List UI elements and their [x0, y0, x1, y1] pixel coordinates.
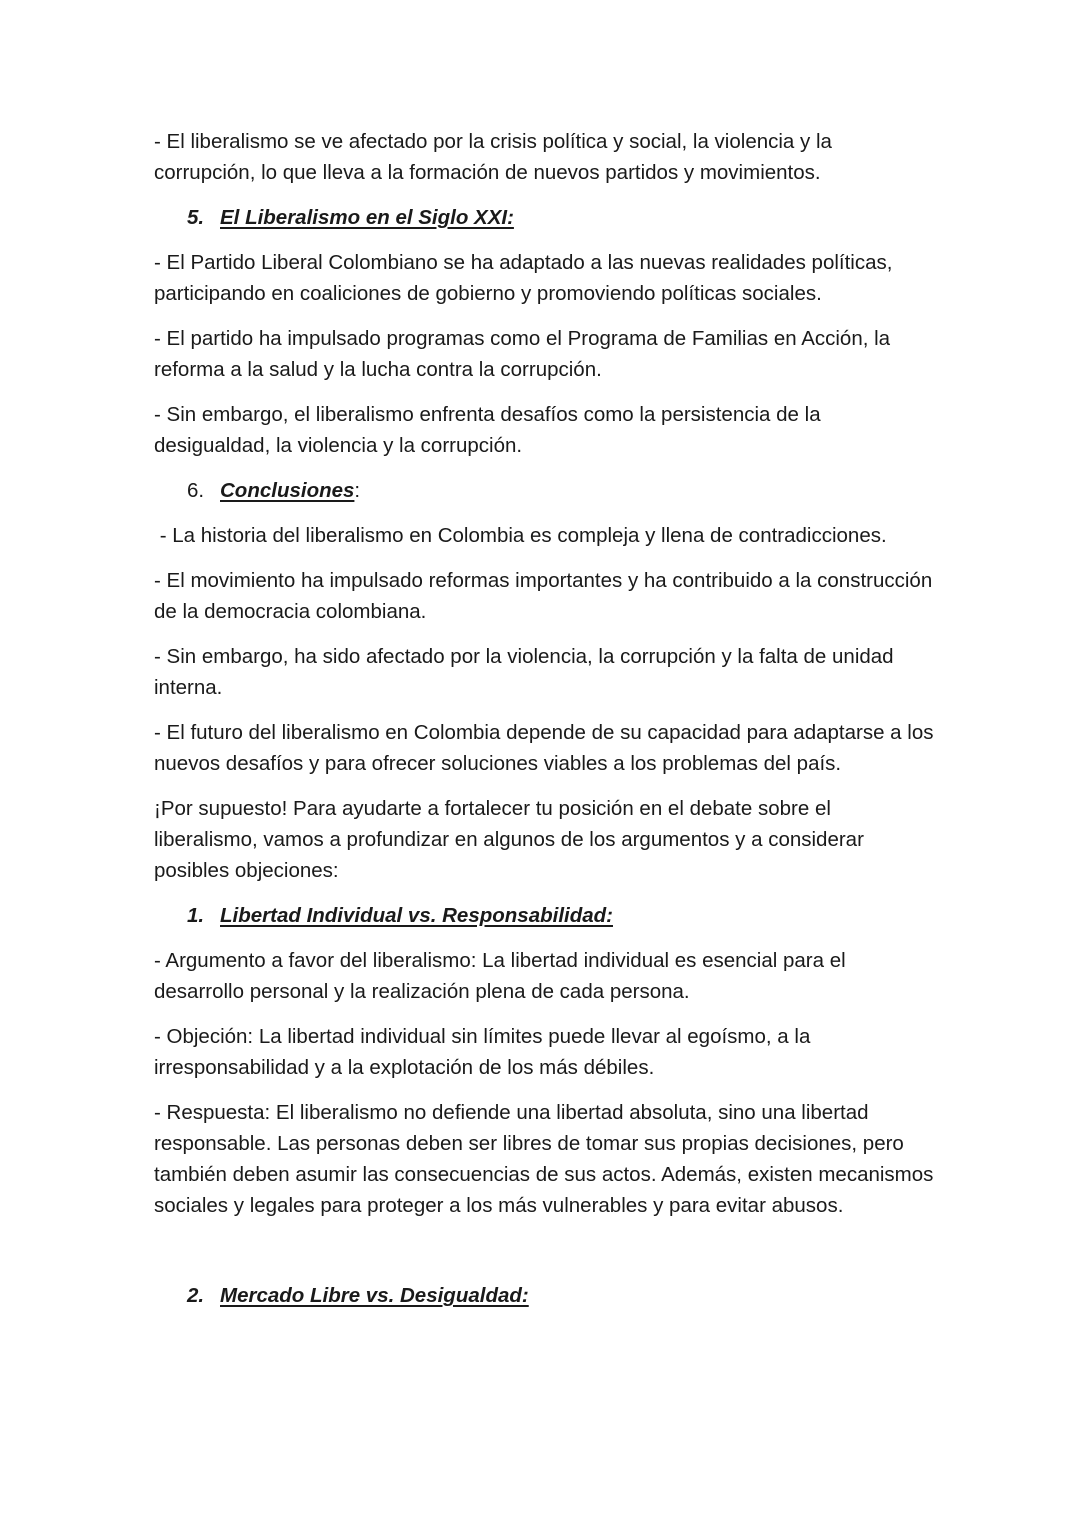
heading-title: El Liberalismo en el Siglo XXI: — [220, 206, 514, 229]
paragraph-s6-4: - El futuro del liberalismo en Colombia depende de su capacidad para adaptarse a los nuevos desafíos y para ofrecer soluciones viables a los problemas del país. — [154, 721, 934, 775]
paragraph-s5-3: - Sin embargo, el liberalismo enfrenta desafíos como la persistencia de la desigualdad, la violencia y la corrupción. — [154, 403, 821, 457]
heading-colon: : — [354, 479, 361, 502]
heading-title: Conclusiones — [220, 479, 355, 502]
paragraph-s5-1: - El Partido Liberal Colombiano se ha adaptado a las nuevas realidades políticas, participando en coaliciones de gobierno y promoviendo políticas sociales. — [154, 251, 893, 305]
paragraph-s5-2: - El partido ha impulsado programas como el Programa de Familias en Acción, la reforma a la salud y la lucha contra la corrupción. — [154, 327, 891, 381]
paragraph-crisis: - El liberalismo se ve afectado por la crisis política y social, la violencia y la corrupción, lo que lleva a la formación de nuevos partidos y movimientos. — [154, 130, 832, 184]
paragraph-s6-1: - La historia del liberalismo en Colombia es compleja y llena de contradicciones. — [154, 524, 887, 547]
document-body — [154, 126, 934, 1325]
heading-section-5 — [154, 202, 934, 233]
heading-section-6 — [154, 475, 934, 506]
paragraph-d1-argument: - Argumento a favor del liberalismo: La libertad individual es esencial para el desarrollo personal y la realización plena de cada persona. — [154, 949, 846, 1003]
paragraph-s6-2: - El movimiento ha impulsado reformas importantes y ha contribuido a la construcción de la democracia colombiana. — [154, 569, 933, 623]
heading-title: Mercado Libre vs. Desigualdad: — [220, 1284, 529, 1307]
heading-title: Libertad Individual vs. Responsabilidad: — [220, 904, 613, 927]
spacer — [154, 1235, 934, 1280]
heading-number: 2. — [187, 1284, 205, 1307]
paragraph-d1-objection: - Objeción: La libertad individual sin límites puede llevar al egoísmo, a la irresponsabilidad y a la explotación de los más débiles. — [154, 1025, 811, 1079]
heading-number: 5. — [187, 206, 205, 229]
heading-number: 1. — [187, 904, 205, 927]
paragraph-debate-intro: ¡Por supuesto! Para ayudarte a fortalecer tu posición en el debate sobre el liberalismo, vamos a profundizar en algunos de los argumentos y a considerar posibles objeciones: — [154, 797, 864, 882]
paragraph-d1-response: - Respuesta: El liberalismo no defiende una libertad absoluta, sino una libertad responsable. Las personas deben ser libres de tomar sus propias decisiones, pero también deben asumir las consecuencias de sus actos. Además, existen mecanismos sociales y legales para proteger a los más vulnerables y para evitar abusos. — [154, 1101, 934, 1217]
heading-debate-1 — [154, 900, 934, 931]
heading-debate-2 — [154, 1280, 934, 1311]
heading-number: 6. — [187, 479, 205, 502]
paragraph-s6-3: - Sin embargo, ha sido afectado por la violencia, la corrupción y la falta de unidad interna. — [154, 645, 894, 699]
